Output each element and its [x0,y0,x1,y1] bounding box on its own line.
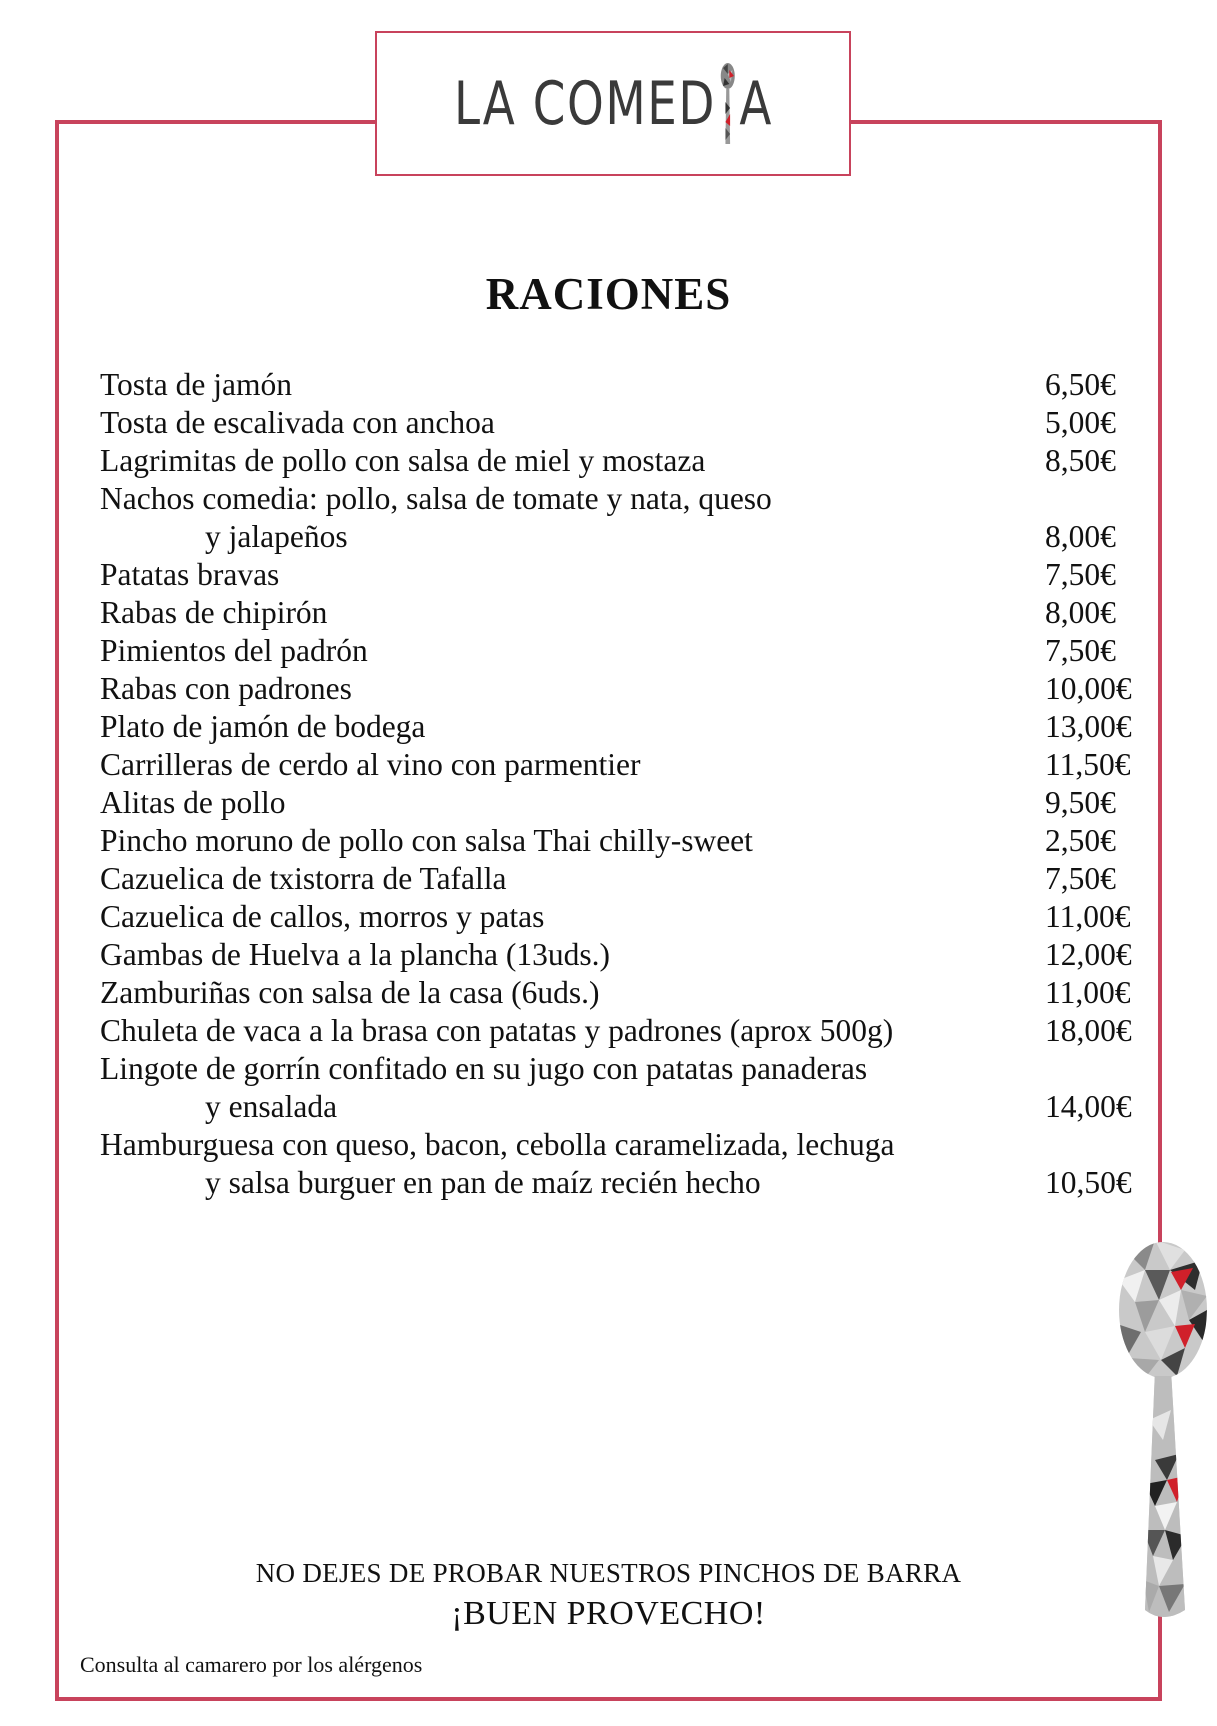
menu-item [100,366,1145,404]
item-name-continuation: y jalapeños [205,519,348,554]
item-name: Nachos comedia: pollo, salsa de tomate y nata, queso [100,481,772,516]
menu-item-continuation [100,518,1145,556]
item-name: Hamburguesa con queso, bacon, cebolla caramelizada, lechuga [100,1127,895,1162]
item-name-continuation: y ensalada [205,1089,338,1124]
item-name: Gambas de Huelva a la plancha (13uds.) [100,937,610,972]
menu-item [100,746,1145,784]
item-name: Plato de jamón de bodega [100,709,426,744]
item-price: 12,00€ [1045,937,1132,972]
allergen-note: Consulta al camarero por los alérgenos [80,1652,423,1677]
menu-item [100,936,1145,974]
menu-item [100,974,1145,1012]
menu-item [100,1012,1145,1050]
item-name: Rabas de chipirón [100,595,328,630]
item-price: 14,00€ [1045,1089,1132,1124]
item-name: Lingote de gorrín confitado en su jugo con patatas panaderas [100,1051,868,1086]
item-name: Rabas con padrones [100,671,352,706]
menu-item [100,632,1145,670]
menu-item [100,480,1145,518]
item-price: 8,00€ [1045,595,1116,630]
menu-item [100,594,1145,632]
menu-item [100,1050,1145,1088]
item-price: 7,50€ [1045,861,1116,896]
item-price: 9,50€ [1045,785,1116,820]
menu-item [100,860,1145,898]
item-price: 8,00€ [1045,519,1116,554]
logo-wordmark [454,62,773,146]
menu-item [100,822,1145,860]
menu-item [100,442,1145,480]
item-price: 6,50€ [1045,367,1116,402]
item-price: 7,50€ [1045,557,1116,592]
item-price: 11,50€ [1045,747,1131,782]
promo-text: NO DEJES DE PROBAR NUESTROS PINCHOS DE BARRA [255,1558,962,1588]
logo [375,31,851,176]
item-name: Alitas de pollo [100,785,286,820]
item-price: 13,00€ [1045,709,1132,744]
menu-item [100,404,1145,442]
menu-item [100,708,1145,746]
menu-item [100,898,1145,936]
item-price: 11,00€ [1045,975,1131,1010]
item-name: Carrilleras de cerdo al vino con parmentier [100,747,641,782]
item-price: 10,50€ [1045,1165,1132,1200]
item-name-continuation: y salsa burguer en pan de maíz recién hecho [205,1165,761,1200]
item-price: 10,00€ [1045,671,1132,706]
menu-item [100,556,1145,594]
item-price: 8,50€ [1045,443,1116,478]
logo-text-part1: LA COMED [453,68,716,139]
item-price: 5,00€ [1045,405,1116,440]
item-name: Cazuelica de txistorra de Tafalla [100,861,507,896]
item-name: Patatas bravas [100,557,280,592]
greeting-text: ¡BUEN PROVECHO! [451,1595,766,1632]
item-name: Lagrimitas de pollo con salsa de miel y mostaza [100,443,706,478]
item-name: Zamburiñas con salsa de la casa (6uds.) [100,975,600,1010]
logo-text-part2: A [738,68,773,139]
item-price: 7,50€ [1045,633,1116,668]
menu-list [100,366,1145,1202]
item-price: 2,50€ [1045,823,1116,858]
item-name: Pincho moruno de pollo con salsa Thai chilly-sweet [100,823,753,858]
item-name: Cazuelica de callos, morros y patas [100,899,545,934]
item-name: Pimientos del padrón [100,633,368,668]
menu-title: RACIONES [485,269,732,319]
item-name: Chuleta de vaca a la brasa con patatas y padrones (aprox 500g) [100,1013,894,1048]
menu-item [100,1126,1145,1164]
item-name: Tosta de escalivada con anchoa [100,405,495,440]
item-price: 11,00€ [1045,899,1131,934]
menu-item [100,670,1145,708]
menu-item-continuation [100,1088,1145,1126]
menu-item-continuation [100,1164,1145,1202]
item-name: Tosta de jamón [100,367,292,402]
item-price: 18,00€ [1045,1013,1132,1048]
menu-item [100,784,1145,822]
spoon-icon [719,62,735,146]
